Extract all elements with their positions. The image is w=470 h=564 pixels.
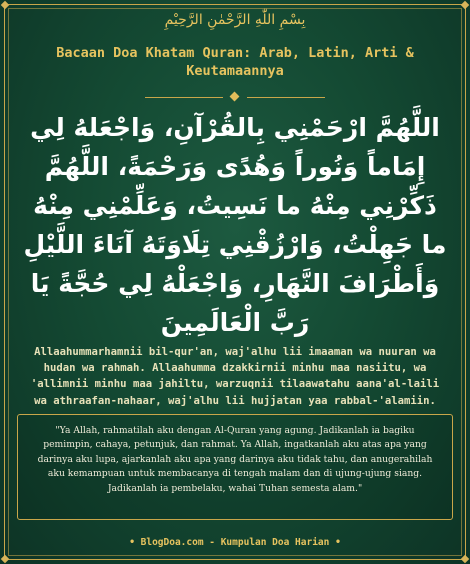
latin-transliteration: Allaahummarhamnii bil-qur'an, waj'alhu lii imaaman wa nuuran wa hudan wa rahmah. Allaahumma dzakkirnii minhu maa nasiitu, wa 'allimnii minhu maa jahiltu, warzuqnii tilaawatahu aana'al-laili wa athraafan-nahaar, waj'alhu lii hujjatan yaa rabbal-'alamiin. <box>30 346 440 407</box>
diamond-ornament-icon <box>230 92 240 102</box>
translation-box: "Ya Allah, rahmatilah aku dengan Al-Quran yang agung. Jadikanlah ia bagiku pemimpin, cahaya, petunjuk, dan rahmat. Ya Allah, ingatkanlah aku atas apa yang darinya aku lupa, ajarkanlah aku apa yang darinya aku tidak tahu, dan anugerahilah aku kemampuan untuk membacanya di tengah malam dan di ujung-ujung siang. Jadikanlah ia pembelaku, wahai Tuhan semesta alam." <box>17 414 453 520</box>
ornament-divider <box>145 92 325 102</box>
divider-line <box>145 97 223 98</box>
arabic-prayer-text: اللَّهُمَّ ارْحَمْنِي بِالقُرْآنِ، وَاجْعَلهُ لِي إِمَاماً وَنُوراً وَهُدًى وَرَحْمَةً، اللَّهُمَّ ذَكِّرْنِي مِنْهُ ما نَسِيتُ، وَعَلِّمْنِي مِنْهُ ما جَهِلْتُ، وَارْزُقْنِي تِلَاوَتَهُ آنَاءَ اللَّيْلِ وَأَطْرَافَ النَّهَارِ، وَاجْعَلْهُ لِي حُجَّةً يَا رَبَّ الْعَالَمِينَ <box>23 113 447 337</box>
corner-ornament-icon <box>461 1 469 9</box>
corner-ornament-icon <box>1 1 9 9</box>
footer-credit: • BlogDoa.com - Kumpulan Doa Harian • <box>129 537 341 548</box>
page-title: Bacaan Doa Khatam Quran: Arab, Latin, Arti & Keutamaannya <box>56 45 414 79</box>
divider-line <box>247 97 325 98</box>
bismillah-heading: بِسْمِ اللّٰهِ الرَّحْمٰنِ الرَّحِيْمِ <box>164 12 306 28</box>
corner-ornament-icon <box>1 555 9 563</box>
corner-ornament-icon <box>461 555 469 563</box>
